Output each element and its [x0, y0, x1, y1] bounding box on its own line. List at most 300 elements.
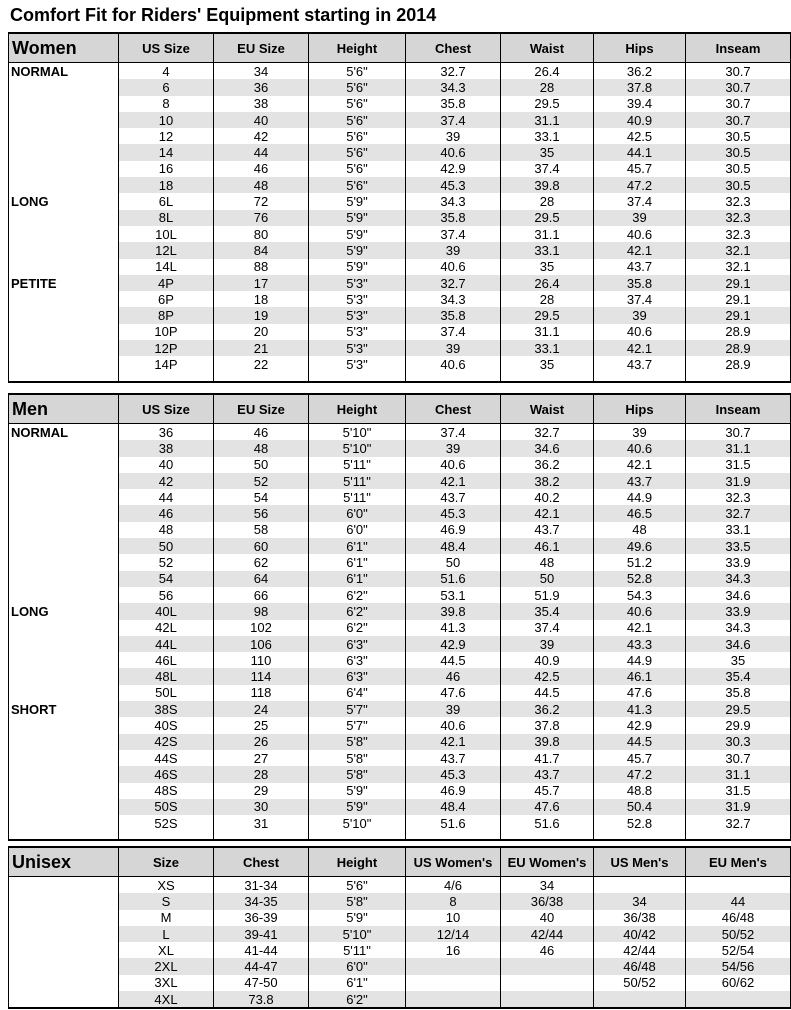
- table-cell: 6'1": [309, 554, 406, 570]
- table-cell: 51.6: [406, 571, 501, 587]
- table-cell: 35.8: [594, 275, 686, 291]
- table-cell: 39: [406, 440, 501, 456]
- table-cell: 5'10": [309, 926, 406, 942]
- table-row: [9, 161, 791, 177]
- table-row: [9, 210, 791, 226]
- fit-group-label: [9, 958, 119, 974]
- column-header: Chest: [214, 847, 309, 877]
- table-cell: 46.9: [406, 783, 501, 799]
- table-cell: 32.1: [686, 242, 791, 258]
- fit-group-label: [9, 440, 119, 456]
- table-cell: 33.1: [686, 522, 791, 538]
- table-cell: 45.3: [406, 505, 501, 521]
- table-row: [9, 652, 791, 668]
- table-cell: 6'1": [309, 975, 406, 991]
- table-row: [9, 291, 791, 307]
- table-cell: 110: [214, 652, 309, 668]
- column-header: US Women's: [406, 847, 501, 877]
- column-header: US Size: [119, 394, 214, 424]
- table-cell: 29.1: [686, 275, 791, 291]
- table-cell: 2XL: [119, 958, 214, 974]
- fit-group-label: [9, 505, 119, 521]
- table-row: [9, 473, 791, 489]
- table-cell: 52: [119, 554, 214, 570]
- table-cell: 8L: [119, 210, 214, 226]
- table-cell: 44S: [119, 750, 214, 766]
- table-cell: [501, 958, 594, 974]
- table-cell: 5'9": [309, 783, 406, 799]
- table-cell: 5'8": [309, 893, 406, 909]
- table-cell: 39: [406, 128, 501, 144]
- table-row: [9, 668, 791, 684]
- table-cell: 37.4: [406, 112, 501, 128]
- fit-group-label: [9, 636, 119, 652]
- table-cell: 42.9: [406, 636, 501, 652]
- table-row: [9, 783, 791, 799]
- table-row: [9, 242, 791, 258]
- table-cell: 54.3: [594, 587, 686, 603]
- table-spacer-row: [9, 831, 791, 840]
- table-cell: 34.3: [686, 571, 791, 587]
- table-cell: 40.2: [501, 489, 594, 505]
- table-cell: 50/52: [686, 926, 791, 942]
- table-cell: 42L: [119, 620, 214, 636]
- table-cell: 5'6": [309, 877, 406, 894]
- table-cell: 5'3": [309, 291, 406, 307]
- column-header: Waist: [501, 394, 594, 424]
- table-cell: 58: [214, 522, 309, 538]
- table-cell: 29.1: [686, 307, 791, 323]
- table-cell: [406, 975, 501, 991]
- table-row: [9, 910, 791, 926]
- table-cell: 34-35: [214, 893, 309, 909]
- column-header: Chest: [406, 33, 501, 63]
- table-row: [9, 128, 791, 144]
- table-cell: 42.1: [406, 734, 501, 750]
- table-row: [9, 177, 791, 193]
- table-cell: 30.5: [686, 128, 791, 144]
- table-cell: 5'8": [309, 750, 406, 766]
- table-cell: 32.3: [686, 193, 791, 209]
- table-cell: 5'10": [309, 815, 406, 831]
- table-cell: 76: [214, 210, 309, 226]
- table-cell: 34.3: [406, 79, 501, 95]
- table-cell: 52: [214, 473, 309, 489]
- table-cell: 48.4: [406, 538, 501, 554]
- table-cell: 98: [214, 603, 309, 619]
- table-cell: 30.5: [686, 177, 791, 193]
- table-cell: 106: [214, 636, 309, 652]
- table-cell: 5'6": [309, 128, 406, 144]
- fit-group-label: SHORT: [9, 701, 119, 717]
- table-cell: 50.4: [594, 799, 686, 815]
- table-row: [9, 440, 791, 456]
- table-cell: 6'2": [309, 603, 406, 619]
- table-header-row: [9, 33, 791, 63]
- table-cell: [406, 958, 501, 974]
- table-cell: 64: [214, 571, 309, 587]
- table-cell: 46/48: [594, 958, 686, 974]
- table-cell: 45.3: [406, 766, 501, 782]
- table-cell: [501, 991, 594, 1008]
- table-cell: 50: [119, 538, 214, 554]
- table-cell: 48L: [119, 668, 214, 684]
- table-cell: 34.3: [406, 193, 501, 209]
- table-cell: 5'7": [309, 717, 406, 733]
- column-header: US Men's: [594, 847, 686, 877]
- table-cell: [406, 991, 501, 1008]
- table-cell: [594, 991, 686, 1008]
- table-row: [9, 636, 791, 652]
- table-cell: 40S: [119, 717, 214, 733]
- table-cell: 5'6": [309, 96, 406, 112]
- fit-group-label: [9, 975, 119, 991]
- table-cell: 5'3": [309, 340, 406, 356]
- table-cell: 36.2: [501, 701, 594, 717]
- table-cell: 50: [214, 457, 309, 473]
- table-row: [9, 717, 791, 733]
- table-cell: 6L: [119, 193, 214, 209]
- table-spacer-row: [9, 373, 791, 382]
- table-cell: 54: [214, 489, 309, 505]
- table-cell: 39: [594, 424, 686, 441]
- column-header: Waist: [501, 33, 594, 63]
- table-row: [9, 734, 791, 750]
- table-cell: 56: [119, 587, 214, 603]
- table-cell: 37.4: [594, 291, 686, 307]
- table-cell: 38: [119, 440, 214, 456]
- table-cell: 14P: [119, 356, 214, 372]
- table-cell: 60: [214, 538, 309, 554]
- column-header: Hips: [594, 394, 686, 424]
- fit-group-label: [9, 734, 119, 750]
- table-cell: 45.3: [406, 177, 501, 193]
- table-cell: S: [119, 893, 214, 909]
- table-row: [9, 112, 791, 128]
- table-cell: 5'9": [309, 259, 406, 275]
- table-cell: 44.5: [406, 652, 501, 668]
- table-cell: 52/54: [686, 942, 791, 958]
- table-cell: 6'2": [309, 991, 406, 1008]
- fit-group-label: [9, 926, 119, 942]
- table-cell: 39: [406, 242, 501, 258]
- fit-group-label: [9, 473, 119, 489]
- table-cell: 36: [214, 79, 309, 95]
- column-header: EU Men's: [686, 847, 791, 877]
- fit-group-label: [9, 910, 119, 926]
- table-cell: 28: [214, 766, 309, 782]
- table-cell: 42: [214, 128, 309, 144]
- table-cell: 40.6: [594, 324, 686, 340]
- table-row: [9, 307, 791, 323]
- table-cell: 43.7: [501, 766, 594, 782]
- fit-group-label: [9, 79, 119, 95]
- table-cell: 37.4: [406, 424, 501, 441]
- table-cell: 44-47: [214, 958, 309, 974]
- fit-group-label: [9, 324, 119, 340]
- table-cell: 5'6": [309, 79, 406, 95]
- table-cell: 39: [594, 210, 686, 226]
- table-cell: 30.7: [686, 79, 791, 95]
- table-header-row: [9, 847, 791, 877]
- table-cell: 42/44: [594, 942, 686, 958]
- table-cell: 50L: [119, 685, 214, 701]
- table-cell: 40.6: [594, 603, 686, 619]
- table-cell: 43.7: [406, 489, 501, 505]
- table-cell: 5'11": [309, 489, 406, 505]
- fit-group-label: [9, 457, 119, 473]
- column-header: Hips: [594, 33, 686, 63]
- table-cell: 33.9: [686, 603, 791, 619]
- table-cell: 20: [214, 324, 309, 340]
- column-header: Height: [309, 33, 406, 63]
- table-cell: 12: [119, 128, 214, 144]
- fit-group-label: [9, 226, 119, 242]
- table-cell: 5'8": [309, 734, 406, 750]
- table-cell: 39: [501, 636, 594, 652]
- table-cell: 4/6: [406, 877, 501, 894]
- table-cell: 30: [214, 799, 309, 815]
- table-cell: 42.1: [594, 340, 686, 356]
- table-cell: 33.5: [686, 538, 791, 554]
- table-cell: 39.8: [501, 734, 594, 750]
- table-cell: 17: [214, 275, 309, 291]
- table-cell: 5'3": [309, 356, 406, 372]
- table-cell: [686, 877, 791, 894]
- table-cell: 39.8: [501, 177, 594, 193]
- table-cell: XS: [119, 877, 214, 894]
- table-cell: M: [119, 910, 214, 926]
- table-cell: 44.1: [594, 144, 686, 160]
- table-cell: 6'0": [309, 505, 406, 521]
- table-cell: 40/42: [594, 926, 686, 942]
- table-cell: 46: [501, 942, 594, 958]
- table-cell: 34.3: [686, 620, 791, 636]
- table-cell: 8P: [119, 307, 214, 323]
- table-cell: 5'6": [309, 144, 406, 160]
- table-cell: 46S: [119, 766, 214, 782]
- category-title: Women: [9, 33, 119, 63]
- table-cell: 48: [501, 554, 594, 570]
- table-row: [9, 750, 791, 766]
- table-cell: 6'3": [309, 652, 406, 668]
- table-cell: [501, 975, 594, 991]
- table-cell: 29.5: [501, 307, 594, 323]
- table-row: [9, 685, 791, 701]
- table-row: [9, 799, 791, 815]
- table-cell: 46: [214, 161, 309, 177]
- table-cell: 30.7: [686, 112, 791, 128]
- women-size-table: [8, 32, 791, 383]
- table-cell: 30.7: [686, 96, 791, 112]
- table-cell: 35.8: [406, 307, 501, 323]
- table-cell: 32.3: [686, 489, 791, 505]
- table-cell: 46L: [119, 652, 214, 668]
- table-cell: 52.8: [594, 571, 686, 587]
- table-cell: 32.7: [686, 815, 791, 831]
- table-cell: 31.9: [686, 799, 791, 815]
- table-cell: 38.2: [501, 473, 594, 489]
- table-cell: 37.8: [594, 79, 686, 95]
- table-cell: 5'11": [309, 942, 406, 958]
- table-cell: 52.8: [594, 815, 686, 831]
- fit-group-label: [9, 652, 119, 668]
- table-cell: 6: [119, 79, 214, 95]
- table-cell: 8: [119, 96, 214, 112]
- table-cell: 43.7: [594, 259, 686, 275]
- table-cell: 5'9": [309, 910, 406, 926]
- fit-group-label: LONG: [9, 193, 119, 209]
- table-cell: 28: [501, 193, 594, 209]
- table-row: [9, 226, 791, 242]
- fit-group-label: [9, 815, 119, 831]
- table-cell: 47.6: [501, 799, 594, 815]
- table-cell: 36.2: [594, 63, 686, 80]
- table-cell: 40.6: [594, 226, 686, 242]
- table-row: [9, 991, 791, 1008]
- table-cell: 42: [119, 473, 214, 489]
- table-cell: 35: [501, 144, 594, 160]
- table-row: [9, 815, 791, 831]
- table-cell: 40: [119, 457, 214, 473]
- table-cell: 5'10": [309, 424, 406, 441]
- table-cell: 5'3": [309, 324, 406, 340]
- table-cell: 5'9": [309, 226, 406, 242]
- fit-group-label: [9, 991, 119, 1008]
- table-cell: 6P: [119, 291, 214, 307]
- table-row: [9, 877, 791, 894]
- table-cell: 26.4: [501, 63, 594, 80]
- table-cell: 42S: [119, 734, 214, 750]
- table-cell: 42.9: [406, 161, 501, 177]
- table-cell: 6'2": [309, 587, 406, 603]
- table-cell: 44: [214, 144, 309, 160]
- table-cell: 5'9": [309, 210, 406, 226]
- table-cell: 16: [119, 161, 214, 177]
- table-cell: 28.9: [686, 324, 791, 340]
- fit-group-label: [9, 799, 119, 815]
- table-cell: 35.4: [501, 603, 594, 619]
- table-cell: 30.5: [686, 161, 791, 177]
- table-cell: 5'6": [309, 177, 406, 193]
- fit-group-label: [9, 210, 119, 226]
- table-cell: 40.9: [594, 112, 686, 128]
- table-cell: 29.9: [686, 717, 791, 733]
- table-cell: 38: [214, 96, 309, 112]
- fit-group-label: [9, 291, 119, 307]
- table-cell: [686, 991, 791, 1008]
- table-cell: 35: [501, 356, 594, 372]
- table-cell: 16: [406, 942, 501, 958]
- table-cell: 5'9": [309, 799, 406, 815]
- table-cell: 43.7: [501, 522, 594, 538]
- fit-group-label: [9, 893, 119, 909]
- column-header: EU Size: [214, 394, 309, 424]
- table-cell: 88: [214, 259, 309, 275]
- table-cell: 24: [214, 701, 309, 717]
- fit-group-label: [9, 112, 119, 128]
- table-cell: 32.7: [406, 275, 501, 291]
- table-cell: 45.7: [501, 783, 594, 799]
- table-cell: 44L: [119, 636, 214, 652]
- table-cell: 6'0": [309, 522, 406, 538]
- table-cell: 48: [594, 522, 686, 538]
- table-cell: 12P: [119, 340, 214, 356]
- fit-group-label: [9, 96, 119, 112]
- table-row: [9, 193, 791, 209]
- table-cell: 33.1: [501, 128, 594, 144]
- fit-group-label: [9, 587, 119, 603]
- table-cell: 32.3: [686, 210, 791, 226]
- table-cell: 5'6": [309, 63, 406, 80]
- table-cell: 29.5: [686, 701, 791, 717]
- table-cell: 42/44: [501, 926, 594, 942]
- table-cell: 40.6: [594, 440, 686, 456]
- table-cell: 6'0": [309, 958, 406, 974]
- column-header: Height: [309, 394, 406, 424]
- fit-group-label: NORMAL: [9, 63, 119, 80]
- table-cell: 40.6: [406, 356, 501, 372]
- table-row: [9, 538, 791, 554]
- fit-group-label: [9, 877, 119, 894]
- table-cell: 44.9: [594, 652, 686, 668]
- table-cell: 46/48: [686, 910, 791, 926]
- table-cell: 42.1: [406, 473, 501, 489]
- table-cell: 37.4: [406, 226, 501, 242]
- table-cell: 35: [686, 652, 791, 668]
- table-row: [9, 275, 791, 291]
- table-cell: 5'8": [309, 766, 406, 782]
- table-row: [9, 603, 791, 619]
- table-cell: 43.7: [406, 750, 501, 766]
- table-cell: 6'1": [309, 538, 406, 554]
- table-cell: 39: [406, 340, 501, 356]
- table-row: [9, 489, 791, 505]
- table-cell: 39: [594, 307, 686, 323]
- table-cell: 40: [214, 112, 309, 128]
- table-cell: 41.3: [594, 701, 686, 717]
- column-header: EU Size: [214, 33, 309, 63]
- table-cell: 42.1: [594, 620, 686, 636]
- table-cell: 34: [501, 877, 594, 894]
- table-cell: 42.1: [594, 242, 686, 258]
- table-cell: 30.7: [686, 63, 791, 80]
- table-cell: 43.7: [594, 473, 686, 489]
- fit-group-label: [9, 489, 119, 505]
- table-cell: 5'11": [309, 473, 406, 489]
- table-cell: 50S: [119, 799, 214, 815]
- table-cell: 31.5: [686, 783, 791, 799]
- table-cell: 5'9": [309, 193, 406, 209]
- fit-group-label: [9, 783, 119, 799]
- unisex-size-table: [8, 846, 791, 1009]
- table-cell: 118: [214, 685, 309, 701]
- table-cell: 31.1: [501, 112, 594, 128]
- table-cell: 14: [119, 144, 214, 160]
- table-cell: 5'6": [309, 161, 406, 177]
- table-cell: 51.2: [594, 554, 686, 570]
- fit-group-label: [9, 620, 119, 636]
- table-cell: 40: [501, 910, 594, 926]
- fit-group-label: [9, 538, 119, 554]
- fit-group-label: [9, 161, 119, 177]
- table-cell: 102: [214, 620, 309, 636]
- table-cell: 12L: [119, 242, 214, 258]
- table-cell: 32.7: [686, 505, 791, 521]
- table-cell: 26.4: [501, 275, 594, 291]
- table-cell: 25: [214, 717, 309, 733]
- page-title: Comfort Fit for Riders' Equipment starting in 2014: [10, 5, 437, 25]
